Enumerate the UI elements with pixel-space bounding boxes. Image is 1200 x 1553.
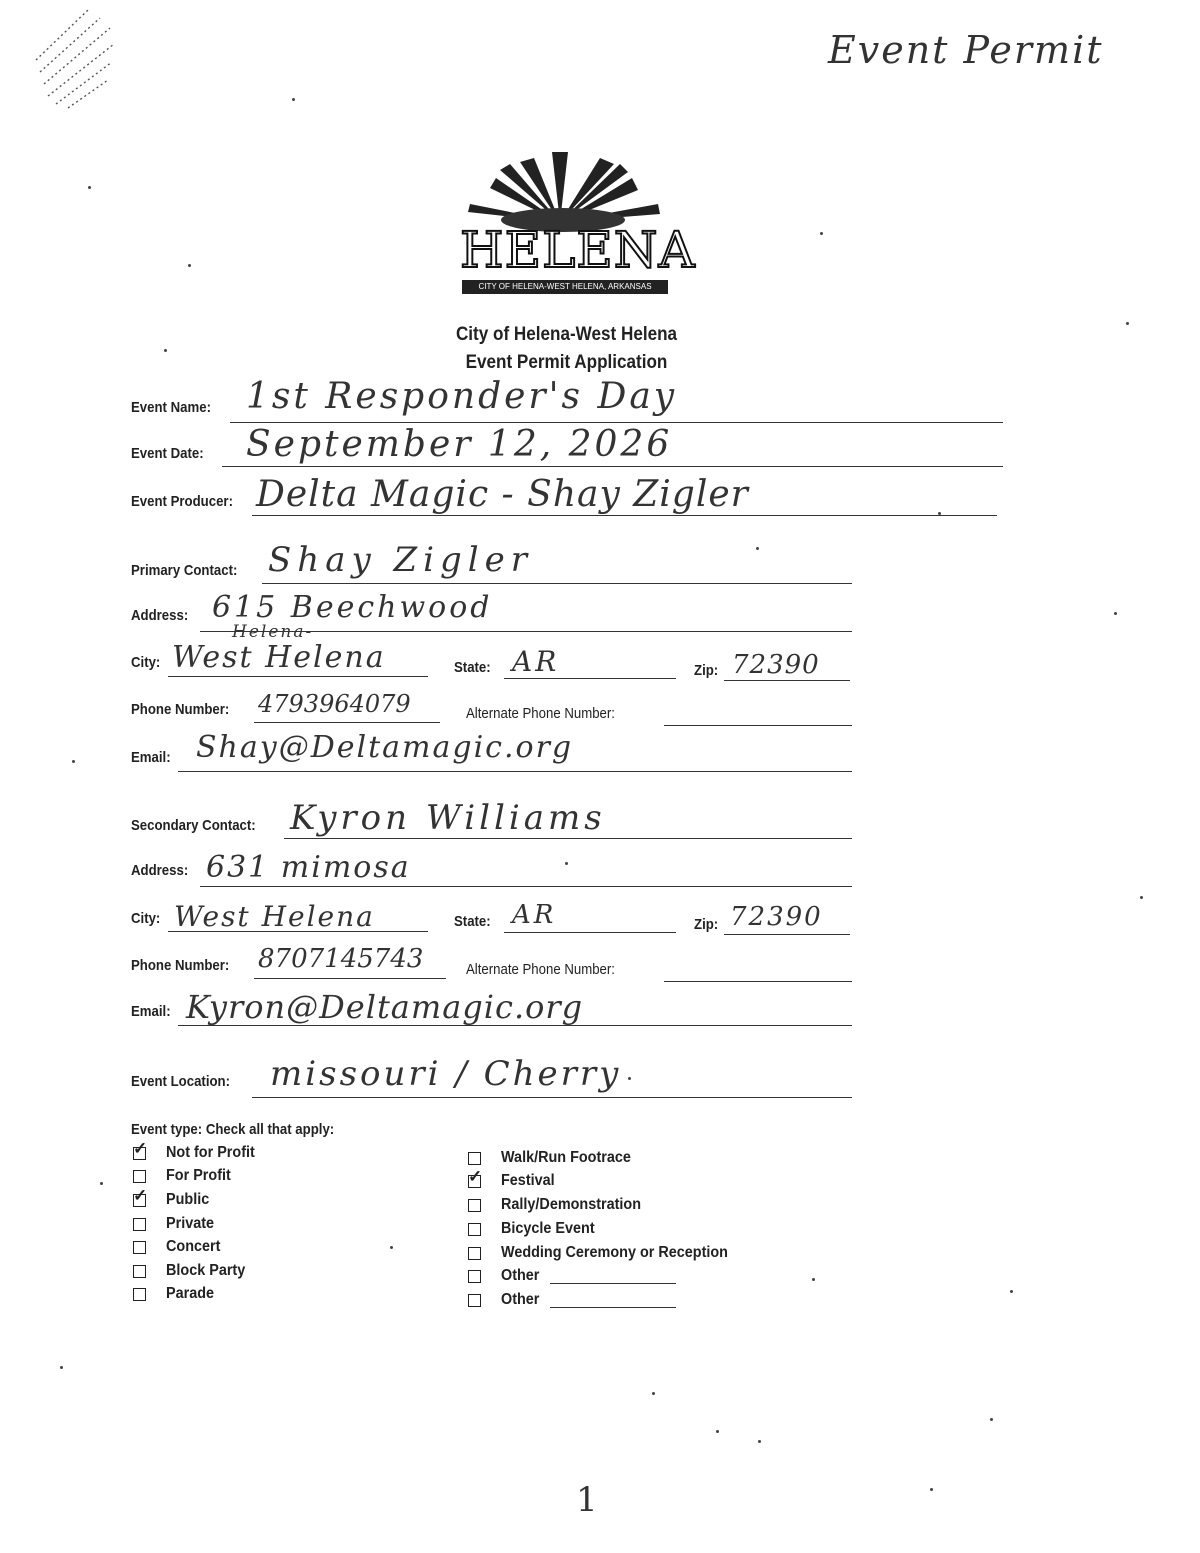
primary-zip-value: 72390 (732, 650, 820, 680)
option-bicycle[interactable]: Bicycle Event (468, 1218, 605, 1240)
event-date-line (222, 466, 1003, 467)
event-date-label: Event Date: (131, 445, 204, 462)
event-producer-label: Event Producer: (131, 493, 233, 510)
scan-speck (628, 1077, 631, 1080)
other-2-line[interactable] (550, 1293, 676, 1308)
secondary-phone-value: 8707145743 (258, 944, 424, 974)
scan-speck (565, 862, 568, 865)
scan-speck (938, 512, 941, 515)
option-concert[interactable]: Concert (133, 1236, 226, 1258)
scan-speck (758, 1440, 761, 1443)
primary-phone-label: Phone Number: (131, 701, 230, 718)
checkbox[interactable] (133, 1218, 146, 1231)
scan-speck (990, 1418, 993, 1421)
checkbox[interactable] (133, 1288, 146, 1301)
event-name-value: 1st Responder's Day (246, 376, 678, 417)
option-parade[interactable]: Parade (133, 1283, 219, 1305)
option-walk-run[interactable]: Walk/Run Footrace (468, 1147, 645, 1169)
sunburst-icon (460, 152, 670, 232)
secondary-zip-line (724, 934, 850, 935)
secondary-state-line (504, 932, 676, 933)
option-rally[interactable]: Rally/Demonstration (468, 1194, 657, 1216)
option-festival[interactable]: ✓ Festival (468, 1170, 561, 1192)
scan-speck (716, 1430, 719, 1433)
checkbox[interactable] (468, 1270, 481, 1283)
secondary-state-label: State: (454, 913, 491, 930)
secondary-address-value: 631 mimosa (206, 850, 411, 885)
scan-speck (188, 264, 191, 267)
stamp-scribble (28, 0, 123, 115)
option-other-2[interactable]: Other (468, 1289, 676, 1311)
secondary-alt-phone-label: Alternate Phone Number: (466, 961, 615, 978)
secondary-address-line (200, 886, 852, 887)
primary-address-value: 615 Beechwood (212, 590, 493, 625)
primary-city-label: City: (131, 654, 161, 671)
secondary-city-value: West Helena (174, 900, 375, 933)
scan-speck (292, 98, 295, 101)
secondary-phone-line (254, 978, 446, 979)
primary-zip-label: Zip: (694, 662, 719, 679)
scan-speck (72, 760, 75, 763)
secondary-state-value: AR (512, 900, 557, 930)
option-private[interactable]: Private (133, 1213, 219, 1235)
checkbox[interactable] (468, 1199, 481, 1212)
event-type-heading: Event type: Check all that apply: (131, 1121, 335, 1138)
primary-state-label: State: (454, 659, 491, 676)
primary-email-line (178, 771, 852, 772)
primary-alt-phone-line (664, 725, 852, 726)
option-other-1[interactable]: Other (468, 1265, 676, 1287)
primary-city-note: Helena- (232, 622, 314, 642)
event-name-label: Event Name: (131, 399, 211, 416)
logo-wordmark: HELENA (460, 221, 696, 279)
checkbox-checked[interactable] (133, 1147, 146, 1160)
secondary-zip-value: 72390 (730, 902, 823, 932)
checkbox[interactable] (468, 1152, 481, 1165)
scan-speck (1140, 896, 1143, 899)
scan-speck (756, 547, 759, 550)
option-block-party[interactable]: Block Party (133, 1260, 254, 1282)
page-title: City of Helena-West Helena (455, 324, 678, 345)
secondary-email-label: Email: (131, 1003, 171, 1020)
option-not-for-profit[interactable]: ✓ Not for Profit (133, 1142, 265, 1164)
checkbox-checked[interactable] (133, 1194, 146, 1207)
primary-email-label: Email: (131, 749, 171, 766)
primary-phone-line (254, 722, 440, 723)
page-subtitle: Event Permit Application (465, 352, 668, 373)
primary-city-value: West Helena (172, 640, 386, 675)
secondary-city-label: City: (131, 910, 161, 927)
primary-alt-phone-label: Alternate Phone Number: (466, 705, 615, 722)
event-location-label: Event Location: (131, 1073, 231, 1090)
scan-speck (1114, 612, 1117, 615)
primary-contact-line (262, 583, 852, 584)
primary-state-line (504, 678, 676, 679)
event-location-line (252, 1097, 852, 1098)
checkbox[interactable] (468, 1294, 481, 1307)
other-1-line[interactable] (550, 1269, 676, 1284)
checkbox[interactable] (468, 1247, 481, 1260)
option-public[interactable]: ✓ Public (133, 1189, 214, 1211)
secondary-contact-label: Secondary Contact: (131, 817, 256, 834)
secondary-contact-value: Kyron Williams (290, 798, 606, 838)
scan-speck (88, 186, 91, 189)
secondary-zip-label: Zip: (694, 916, 719, 933)
scan-speck (1010, 1290, 1013, 1293)
checkbox[interactable] (133, 1265, 146, 1278)
scan-speck (390, 1246, 393, 1249)
corner-note: Event Permit (828, 28, 1104, 72)
secondary-contact-line (284, 838, 852, 839)
primary-state-value: AR (512, 645, 560, 678)
event-date-value: September 12, 2026 (246, 424, 673, 465)
scan-speck (1126, 322, 1129, 325)
primary-email-value: Shay@Deltamagic.org (196, 730, 574, 765)
scan-speck (100, 1182, 103, 1185)
checkbox[interactable] (468, 1223, 481, 1236)
scan-speck (812, 1278, 815, 1281)
checkbox[interactable] (133, 1241, 146, 1254)
option-for-profit[interactable]: For Profit (133, 1165, 238, 1187)
secondary-phone-label: Phone Number: (131, 957, 230, 974)
scan-speck (164, 349, 167, 352)
primary-zip-line (724, 680, 850, 681)
event-producer-line (252, 515, 997, 516)
helena-logo (460, 152, 696, 300)
primary-city-line (168, 676, 428, 677)
page-number: 1 (576, 1480, 601, 1520)
scan-speck (930, 1488, 933, 1491)
logo-tagline: CITY OF HELENA-WEST HELENA, ARKANSAS (462, 280, 668, 294)
secondary-address-label: Address: (131, 862, 189, 879)
option-wedding[interactable]: Wedding Ceremony or Reception (468, 1242, 753, 1264)
event-producer-value: Delta Magic - Shay Zigler (256, 474, 749, 515)
secondary-email-value: Kyron@Deltamagic.org (186, 988, 584, 1026)
scan-speck (652, 1392, 655, 1395)
secondary-alt-phone-line (664, 981, 852, 982)
primary-contact-value: Shay Zigler (268, 540, 533, 580)
checkbox-checked[interactable] (468, 1175, 481, 1188)
scan-speck (820, 232, 823, 235)
primary-address-label: Address: (131, 607, 189, 624)
primary-contact-label: Primary Contact: (131, 562, 238, 579)
scan-speck (60, 1366, 63, 1369)
event-name-line (230, 422, 1003, 423)
event-location-value: missouri / Cherry (270, 1054, 622, 1094)
primary-phone-value: 4793964079 (258, 690, 411, 718)
checkbox[interactable] (133, 1170, 146, 1183)
